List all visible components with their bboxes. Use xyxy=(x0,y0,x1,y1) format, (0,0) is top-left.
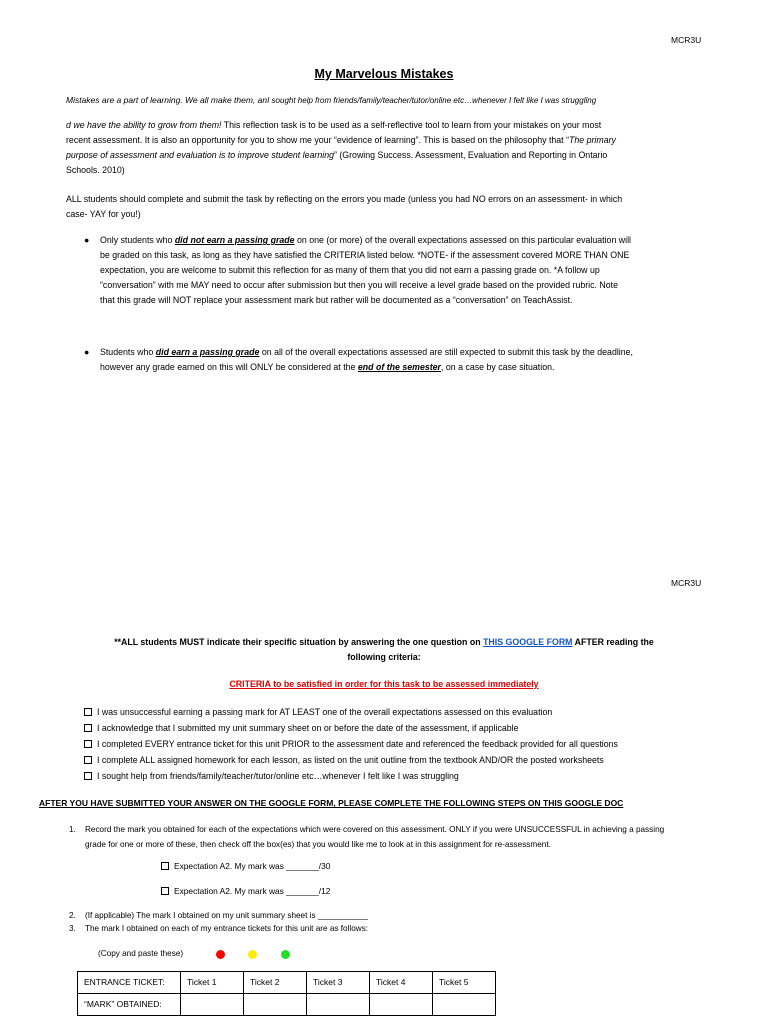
criteria-heading: CRITERIA to be satisfied in order for this task to be assessed immediately xyxy=(229,679,539,689)
red-dot-icon xyxy=(216,950,225,959)
bullet-icon: ● xyxy=(84,347,90,357)
all-students-paragraph: ALL students should complete and submit the task by reflecting on the errors you made (unless you had NO errors on an assessment- in which case- YAY for you!) xyxy=(66,194,623,219)
step-1-text: Record the mark you obtained for each of the expectations which were covered on this assessment. ONLY if you were UNSUCCESSFUL in achieving a passing grade for one or more of these, then check off the box(es) that you would like me to look at in this assignment for re-assessment. xyxy=(85,825,665,849)
mark-cell[interactable] xyxy=(181,994,244,1016)
bullet-item: ● Students who did earn a passing grade on all of the overall expectations assessed are still expected to submit this task by the deadline, however any grade earned on this will ONLY be considered at the end of the semester, on a case by case situation. xyxy=(84,347,633,372)
step-number: 1. xyxy=(69,825,76,834)
intro-paragraph: d we have the ability to grow from them! This reflection task is to be used as a self-reflective tool to learn from your mistakes on your most recent assessment. It is also an opportunity for you to show me your “evidence of learning”. This is based on the philosophy that “The primary purpose of assessment and evaluation is to improve student learning” (Growing Success. Assessment, Evaluation and Reporting in Ontario Schools. 2010) xyxy=(66,120,616,175)
criteria-item: I sought help from friends/family/teacher/tutor/online etc…whenever I felt like I was struggling xyxy=(84,768,618,784)
step-number: 2. xyxy=(69,911,76,920)
criteria-item: I acknowledge that I submitted my unit summary sheet on or before the date of the assessment, if applicable xyxy=(84,720,618,736)
table-cell: Ticket 1 xyxy=(181,972,244,994)
mark-cell[interactable] xyxy=(370,994,433,1016)
intro-line: Mistakes are a part of learning. We all make them, anI sought help from friends/family/teacher/tutor/online etc…whenever I felt like I was struggling xyxy=(66,95,597,105)
expectation-item: Expectation A2. My mark was _______/30 xyxy=(161,859,330,874)
bullet-item: ● Only students who did not earn a passing grade on one (or more) of the overall expectations assessed on this particular evaluation will be graded on this task, as long as they have satisfied the CRITERIA listed below. *NOTE- if the assessment covered MORE THAN ONE expectation, you are welcome to submit this reflection for as many of them that you did not earn a passing grade on. *A follow up “conversation” with me MAY need to occur after submission but then you will receive a level grade based on the provided rubric. Note that this grade will NOT replace your assessment mark but rather will be documented as a “conversation” on TeachAssist. xyxy=(84,235,631,305)
checkbox[interactable] xyxy=(84,756,92,764)
yellow-dot-icon xyxy=(248,950,257,959)
checkbox[interactable] xyxy=(84,708,92,716)
table-row xyxy=(78,994,496,1016)
course-code: MCR3U xyxy=(671,578,702,588)
bullet-icon: ● xyxy=(84,235,90,245)
instruction: **ALL students MUST indicate their specific situation by answering the one question on THIS GOOGLE FORM AFTER reading the following criteria: xyxy=(114,637,654,662)
step-number: 3. xyxy=(69,924,76,933)
page-title: My Marvelous Mistakes xyxy=(314,67,454,81)
mark-cell[interactable] xyxy=(307,994,370,1016)
mark-cell[interactable] xyxy=(433,994,496,1016)
step-3-text: The mark I obtained on each of my entrance tickets for this unit are as follows: xyxy=(85,924,369,933)
checkbox[interactable] xyxy=(84,772,92,780)
table-cell: Ticket 4 xyxy=(370,972,433,994)
checkbox[interactable] xyxy=(84,740,92,748)
criteria-item: I was unsuccessful earning a passing mark for AT LEAST one of the overall expectations assessed on this evaluation xyxy=(84,704,618,720)
expectation-item: Expectation A2. My mark was _______/12 xyxy=(161,884,330,899)
table-header-cell: ENTRANCE TICKET: xyxy=(78,972,181,994)
table-cell: Ticket 3 xyxy=(307,972,370,994)
criteria-item: I completed EVERY entrance ticket for this unit PRIOR to the assessment date and referenced the feedback provided for all questions xyxy=(84,736,618,752)
green-dot-icon xyxy=(281,950,290,959)
table-cell: Ticket 2 xyxy=(244,972,307,994)
course-code: MCR3U xyxy=(671,35,702,45)
checkbox[interactable] xyxy=(161,862,169,870)
entrance-ticket-table xyxy=(77,971,496,1016)
step-2-text: (If applicable) The mark I obtained on my unit summary sheet is ___________ xyxy=(85,911,368,920)
steps-heading: AFTER YOU HAVE SUBMITTED YOUR ANSWER ON THE GOOGLE FORM, PLEASE COMPLETE THE FOLLOWING STEPS ON THIS GOOGLE DOC xyxy=(39,798,624,808)
google-form-link[interactable]: THIS GOOGLE FORM xyxy=(483,637,573,647)
criteria-item: I complete ALL assigned homework for each lesson, as listed on the unit outline from the textbook AND/OR the posted worksheets xyxy=(84,752,618,768)
table-cell: Ticket 5 xyxy=(433,972,496,994)
criteria-list xyxy=(84,704,618,784)
table-header-cell: “MARK” OBTAINED: xyxy=(78,994,181,1016)
table-row xyxy=(78,972,496,994)
checkbox[interactable] xyxy=(161,887,169,895)
copy-paste-note: (Copy and paste these) xyxy=(98,949,184,958)
checkbox[interactable] xyxy=(84,724,92,732)
mark-cell[interactable] xyxy=(244,994,307,1016)
